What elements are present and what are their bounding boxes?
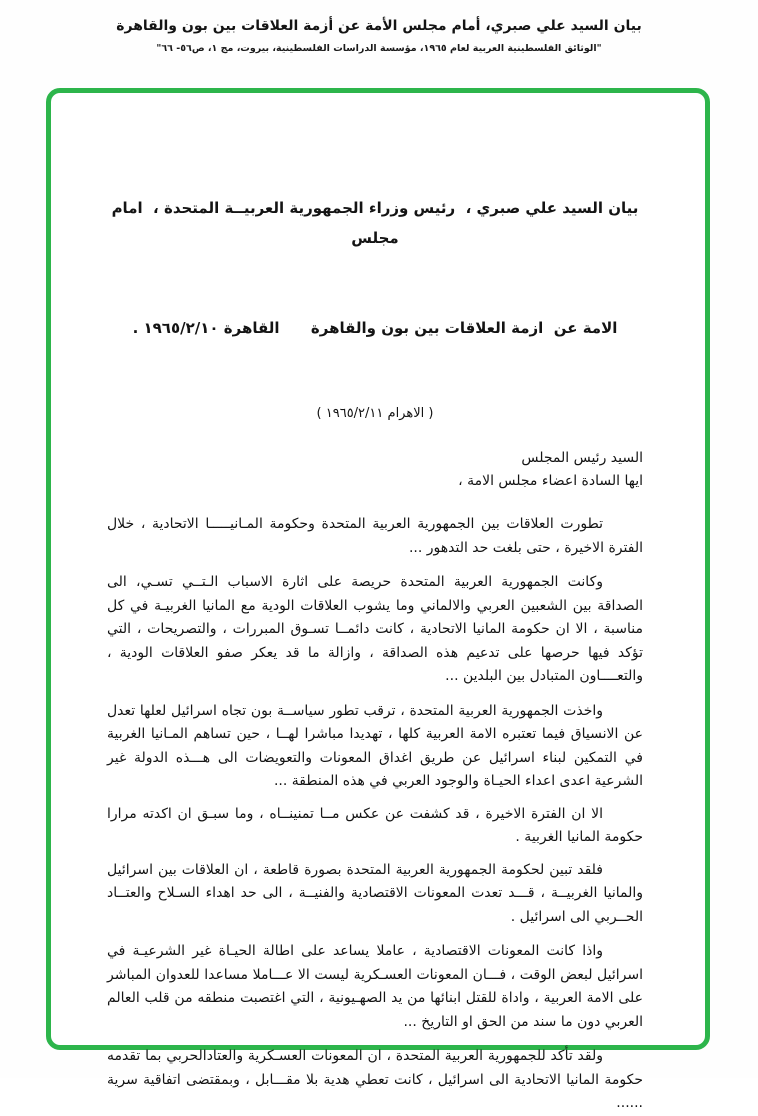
paragraph: واخذت الجمهورية العربية المتحدة ، ترقب تطور سياســة بون تجاه اسرائيل لعلها تعدل عن الانسياق فيما تعتبره الامة العربية كلها ، تهديدا مباشرا لهــا ، حين تساهم المـانيا الغربية في التمكين لبناء اسرائيل عن طريق اغداق المعونات والتعويضات الى هـــذه الدولة غير الشرعية اعدى اعداء الحيـاة والوجود العربي في هذه المنطقة ... (107, 702, 643, 789)
paragraph: واذا كانت المعونات الاقتصادية ، عاملا يساعد على اطالة الحيـاة غير الشرعيـة في اسرائيل لبعض الوقت ، فـــان المعونات العسـكرية ليست الا عـــاملا مساعدا للعدوان المباشر على الامة العربية ، واداة للقتل ابنائها من يد الصهـيونية ، التي اغتصبت منطقه من قلب العالم العربي دون ما سند من الحق او التاريخ ... (107, 943, 643, 1030)
header-source-citation: "الوثائق الفلسطينية العربية لعام ١٩٦٥، مؤسسة الدراسات الفلسطينية، بيروت، مج ١، ص٥٦- ٦٦" (156, 43, 602, 54)
document-body (51, 93, 705, 1116)
document-source-line: ( الاهرام ١٩٦٥/٢/١١ ) (316, 406, 434, 421)
page-header (0, 0, 758, 54)
document-title (107, 133, 643, 403)
paragraph: وكانت الجمهورية العربية المتحدة حريصة على اثارة الاسباب الـتــي تسـي، الى الصداقة بين الشعبين العربي والالماني وما يشوب العلاقات الودية مع المانيا الغربيـة في كل مناسبة ، الا ان حكومة المانيا الاتحادية ، كانت دائمــا تسـوق المبررات ، والتصريحات ، التي تؤكد فيها حرصها على تدعيم هذه الصداقة ، وازالة ما قد يعكر صفو العلاقات الودية ، والتعــــاون المتبادل بين البلدين ... (107, 574, 643, 684)
paragraph: الا ان الفترة الاخيرة ، قد كشفت عن عكس مــا تمنينــاه ، وما سبـق ان اكدته مرارا حكومة المانيا الغربية . (107, 805, 643, 845)
header-title: بيان السيد علي صبري، أمام مجلس الأمة عن أزمة العلاقات بين بون والقاهرة (116, 18, 642, 34)
paragraph: تطورت العلاقات بين الجمهورية العربية المتحدة وحكومة المـانيـــــا الاتحادية ، خلال الفترة الاخيرة ، حتى بلغت حد التدهور ... (107, 516, 643, 556)
paragraph: ولقد تأكد للجمهورية العربية المتحدة ، ان المعونات العسـكرية والعتادالحربي بما تقدمه حكومة المانيا الاتحادية الى اسرائيل ، كانت تعطي هدية بلا مقـــابل ، وبمقتضى اتفاقية سرية ...... (107, 1048, 643, 1111)
document-title-line2: الامة عن ازمة العلاقات بين بون والقاهرة القاهرة ١٩٦٥/٢/١٠ . (132, 319, 618, 337)
document-title-line1: بيان السيد علي صبري ، رئيس وزراء الجمهورية العربيــة المتحدة ، امام مجلس (106, 199, 639, 247)
paragraph: فلقد تبين لحكومة الجمهورية العربية المتحدة بصورة قاطعة ، ان العلاقات بين اسرائيل والمانيا الغربيــة ، قـــد تعدت المعونات الاقتصادية والفنيــة ، الى حد اهداء السـلاح والعتــاد الحــربي الى اسرائيل . (107, 861, 643, 925)
salutation-members: ايها السادة اعضاء مجلس الامة ، (458, 473, 643, 489)
salutation-chairman: السيد رئيس المجلس (521, 450, 643, 466)
document-scan-frame (46, 88, 710, 1111)
